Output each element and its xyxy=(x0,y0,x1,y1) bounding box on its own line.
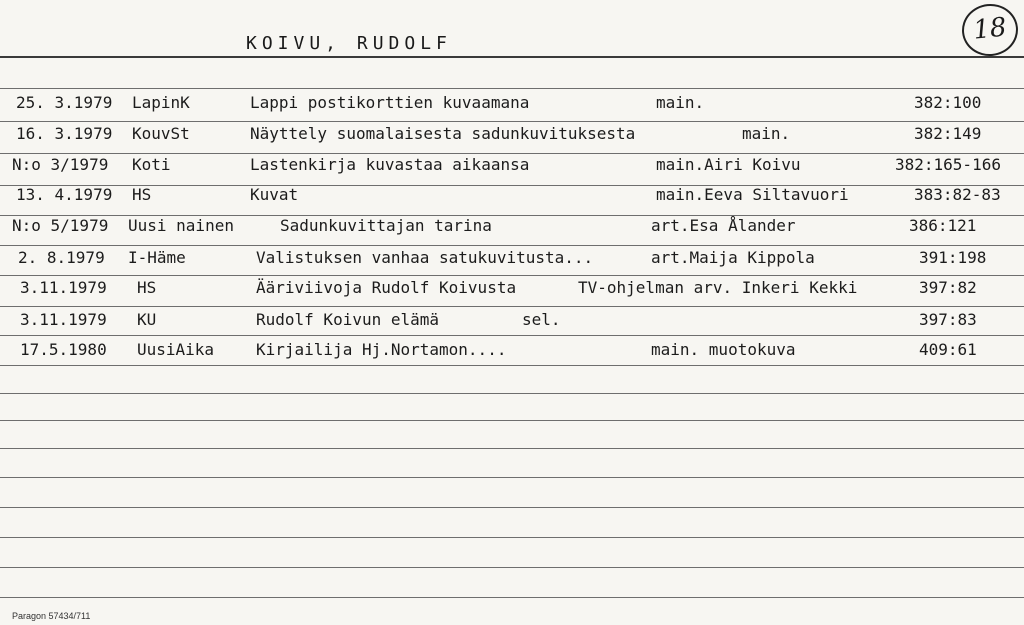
entry-source: Koti xyxy=(132,155,171,174)
card-number-circle: 18 xyxy=(959,1,1020,59)
entry-note: TV-ohjelman arv. Inkeri Kekki xyxy=(578,278,858,297)
card-title: KOIVU, RUDOLF xyxy=(246,33,452,54)
ruled-line xyxy=(0,597,1024,598)
entry-source: LapinK xyxy=(132,93,190,112)
entry-ref: 382:149 xyxy=(914,124,982,143)
entry-date: 16. 3.1979 xyxy=(16,124,113,143)
entry-note: art.Maija Kippola xyxy=(651,248,815,267)
entry-date: 3.11.1979 xyxy=(20,278,107,297)
entry-row xyxy=(0,93,1024,123)
entry-note: main.Airi Koivu xyxy=(656,155,801,174)
entry-ref: 382:165-166 xyxy=(895,155,1001,174)
entry-source: HS xyxy=(137,278,157,297)
entry-row xyxy=(0,310,1024,340)
entry-date: 25. 3.1979 xyxy=(16,93,113,112)
entry-row xyxy=(0,340,1024,370)
entry-title: Lastenkirja kuvastaa aikaansa xyxy=(250,155,530,174)
entry-ref: 386:121 xyxy=(909,216,977,235)
entry-date: N:o 5/1979 xyxy=(12,216,109,235)
entry-note: main. xyxy=(742,124,791,143)
entry-ref: 383:82-83 xyxy=(914,185,1001,204)
entry-source: KouvSt xyxy=(132,124,190,143)
ruled-line xyxy=(0,567,1024,568)
ruled-line xyxy=(0,88,1024,89)
entry-source: Uusi nainen xyxy=(128,216,234,235)
entry-title: Kuvat xyxy=(250,185,299,204)
entry-ref: 397:82 xyxy=(919,278,977,297)
entry-date: 3.11.1979 xyxy=(20,310,107,329)
entry-row xyxy=(0,124,1024,154)
entry-row xyxy=(0,155,1024,185)
entry-ref: 409:61 xyxy=(919,340,977,359)
entry-note: sel. xyxy=(522,310,561,329)
entry-row xyxy=(0,278,1024,308)
ruled-line xyxy=(0,393,1024,394)
entry-source: I-Häme xyxy=(128,248,186,267)
ruled-line xyxy=(0,420,1024,421)
entry-date: N:o 3/1979 xyxy=(12,155,109,174)
entry-row xyxy=(0,185,1024,215)
entry-ref: 382:100 xyxy=(914,93,982,112)
entry-source: UusiAika xyxy=(137,340,215,359)
ruled-line xyxy=(0,448,1024,449)
entry-ref: 391:198 xyxy=(919,248,987,267)
entry-title: Valistuksen vanhaa satukuvitusta... xyxy=(256,248,594,267)
entry-note: art.Esa Ålander xyxy=(651,216,796,235)
entry-source: KU xyxy=(137,310,157,329)
ruled-line xyxy=(0,477,1024,478)
ruled-line xyxy=(0,507,1024,508)
entry-title: Kirjailija Hj.Nortamon.... xyxy=(256,340,507,359)
entry-date: 13. 4.1979 xyxy=(16,185,113,204)
entry-title: Rudolf Koivun elämä xyxy=(256,310,440,329)
entry-row xyxy=(0,248,1024,278)
entry-title: Lappi postikorttien kuvaamana xyxy=(250,93,530,112)
entry-ref: 397:83 xyxy=(919,310,977,329)
entry-title: Sadunkuvittajan tarina xyxy=(280,216,492,235)
entry-source: HS xyxy=(132,185,152,204)
entry-date: 2. 8.1979 xyxy=(18,248,105,267)
entry-title: Ääriviivoja Rudolf Koivusta xyxy=(256,278,517,297)
entry-date: 17.5.1980 xyxy=(20,340,107,359)
entry-note: main. xyxy=(656,93,705,112)
printer-imprint: Paragon 57434/711 xyxy=(12,611,91,621)
entry-note: main. muotokuva xyxy=(651,340,796,359)
ruled-line xyxy=(0,537,1024,538)
entry-note: main.Eeva Siltavuori xyxy=(656,185,849,204)
entry-title: Näyttely suomalaisesta sadunkuvituksesta xyxy=(250,124,636,143)
entry-row xyxy=(0,216,1024,246)
ruled-line xyxy=(0,56,1024,58)
